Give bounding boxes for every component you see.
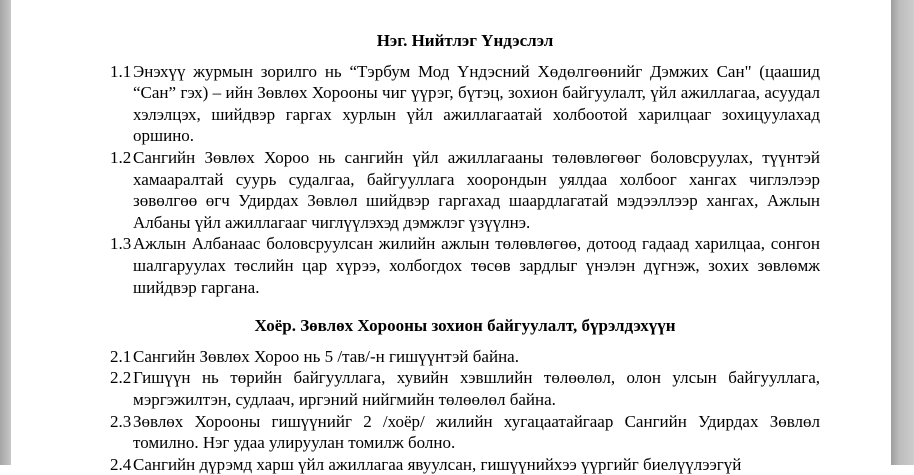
section-heading-1: Нэг. Нийтлэг Үндэслэл bbox=[376, 31, 554, 50]
list-item bbox=[110, 367, 820, 410]
item-text: Ажлын Албанаас боловсруулсан жилийн ажлын төлөвлөгөө, дотоод гадаад харилцаа, сонгон шалгаруулах төслийн цар хүрээ, холбогдох төсөв зардлыг үнэлэн дүгнэж, зохих зөвлөмж шийдвэр гаргана. bbox=[133, 234, 820, 297]
list-item bbox=[110, 411, 820, 454]
item-text: Сангийн Зөвлөх Хороо нь 5 /тав/-н гишүүнтэй байна. bbox=[133, 346, 519, 366]
item-text: Гишүүн нь төрийн байгууллага, хувийн хэвшлийн төлөөлөл, олон улсын байгууллага, мэргэжилтэн, судлаач, иргэний нийгмийн төлөөлөл байна. bbox=[133, 368, 820, 409]
list-item bbox=[110, 147, 820, 233]
item-text: Сангийн дүрэмд харш үйл ажиллагаа явуулсан, гишүүнийхээ үүргийг биелүүлээгүй bbox=[133, 454, 742, 474]
item-number: 1.3 bbox=[110, 234, 132, 254]
document-page[interactable] bbox=[11, 0, 891, 474]
item-text: Сангийн Зөвлөх Хороо нь сангийн үйл ажиллагааны төлөвлөгөөг боловсруулах, түүнтэй хамааралтай суурь судалгаа, байгууллага хоорондын уялдаа холбоог хангах чиглэлээр зөвөлгөө өгч Удирдах Зөвлөл шийдвэр гаргахад шаардлагатай мэдээллээр хангах, Ажлын Албаны үйл ажиллагааг чиглүүлэхэд дэмжлэг үзүүлнэ. bbox=[133, 147, 820, 232]
list-item bbox=[110, 61, 820, 147]
item-number: 2.1 bbox=[110, 346, 132, 366]
list-item bbox=[110, 346, 820, 368]
item-number: 2.2 bbox=[110, 368, 132, 388]
right-page-gutter bbox=[891, 0, 914, 465]
item-number: 1.1 bbox=[110, 61, 132, 81]
list-item bbox=[110, 454, 820, 475]
item-text: Зөвлөх Хорооны гишүүнийг 2 /хоёр/ жилийн хугацаатайгаар Сангийн Удирдах Зөвлөл томилно. Нэг удаа улируулан томилж болно. bbox=[133, 411, 820, 453]
list-item bbox=[110, 233, 820, 298]
left-page-gutter bbox=[0, 0, 11, 465]
section-heading-2: Хоёр. Зөвлөх Хорооны зохион байгуулалт, бүрэлдэхүүн bbox=[254, 316, 676, 336]
item-number: 1.2 bbox=[110, 147, 132, 167]
item-number: 2.4 bbox=[110, 454, 132, 474]
item-number: 2.3 bbox=[110, 411, 132, 431]
item-text: Энэхүү журмын зорилго нь “Тэрбум Мод Үндэсний Хөдөлгөөнийг Дэмжих Сан" (цаашид “Сан” гэх) – ийн Зөвлөх Хорооны чиг үүрэг, бүтэц, зохион байгуулалт, үйл ажиллагаа, асуудал хэлэлцэх, шийдвэр гаргах хурлын үйл ажиллагаатай холбоотой харилцааг зохицуулахад оршино. bbox=[133, 61, 820, 146]
